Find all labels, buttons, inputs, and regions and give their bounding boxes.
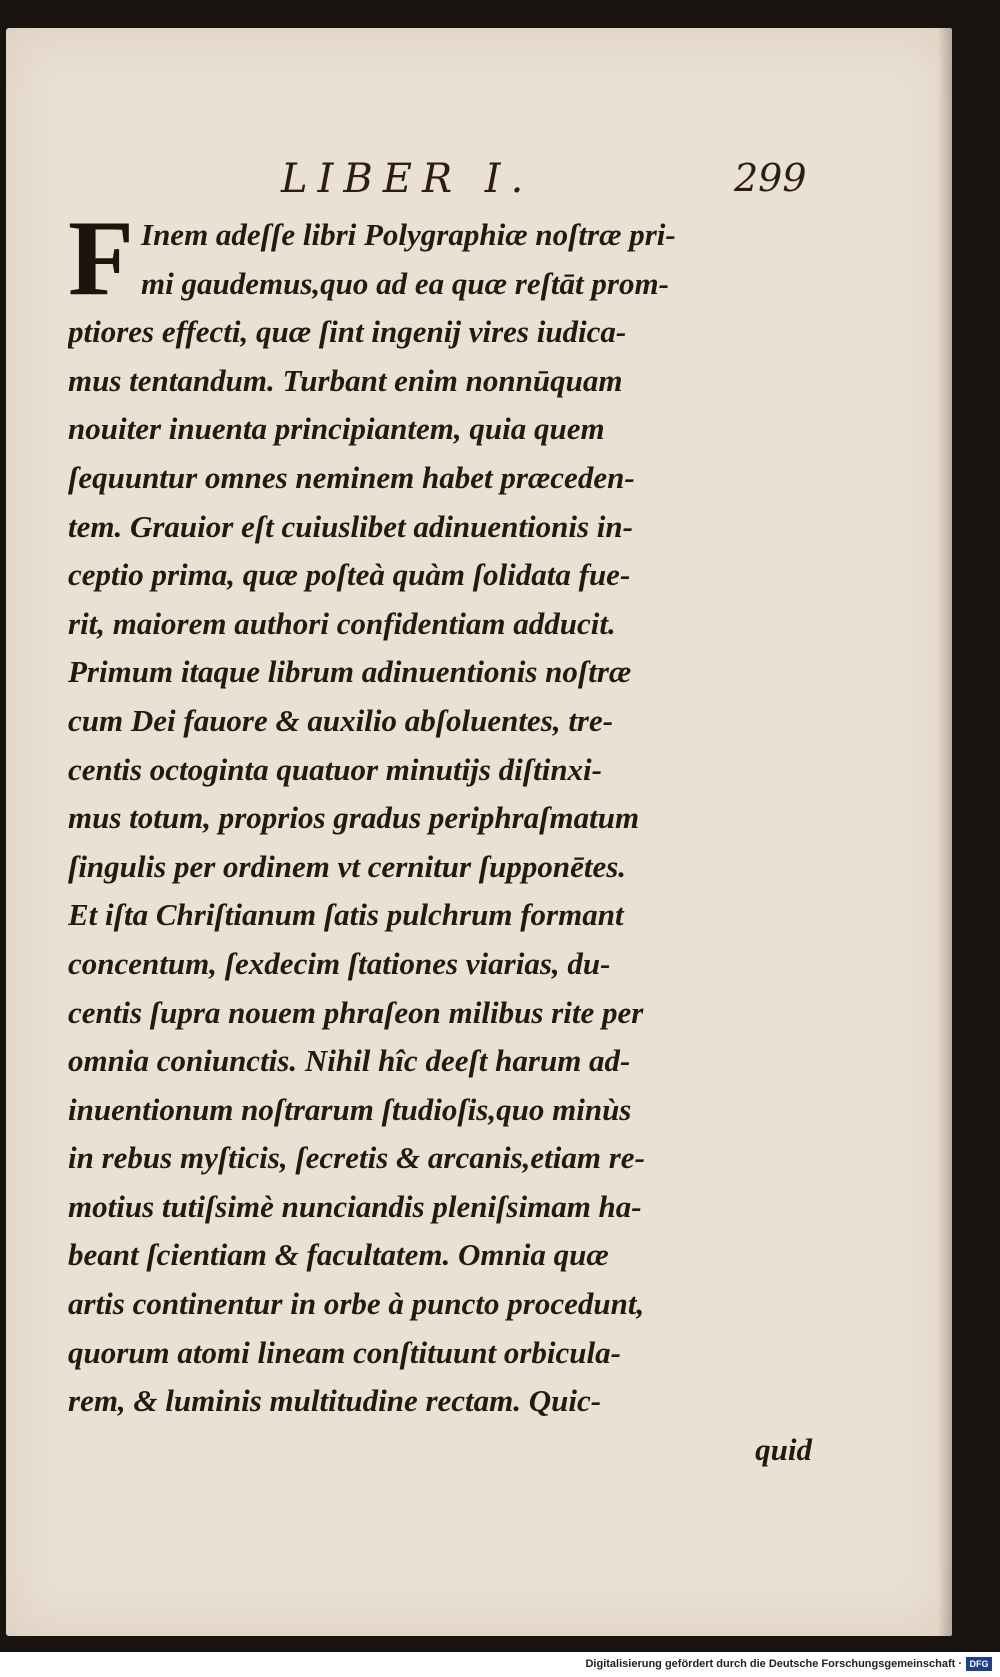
text-line-10: Primum itaque librum adinuentionis noſtræ xyxy=(68,654,632,690)
drop-initial: F xyxy=(68,199,134,318)
text-line-22: beant ſcientiam & facultatem. Omnia quæ xyxy=(68,1237,609,1273)
text-line-5: nouiter inuenta principiantem, quia quem xyxy=(68,411,605,447)
text-line-17: centis ſupra nouem phraſeon milibus rite per xyxy=(68,994,644,1030)
text-line-9: rit, maiorem authori confidentiam adducit. xyxy=(68,605,616,641)
book-page xyxy=(6,28,952,1636)
text-line-16: concentum, ſexdecim ſtationes viarias, du- xyxy=(68,945,611,981)
text-line-14: ſingulis per ordinem vt cernitur ſupponētes. xyxy=(68,848,627,884)
text-line-21: motius tutiſsimè nunciandis pleniſsimam ha- xyxy=(68,1188,642,1224)
catchword: quid xyxy=(755,1431,812,1467)
text-line-6: ſequuntur omnes neminem habet præceden- xyxy=(68,459,635,495)
text-line-15: Et iſta Chriſtianum ſatis pulchrum formant xyxy=(68,897,624,933)
text-line-13: mus totum, proprios gradus periphraſmatum xyxy=(68,800,640,836)
text-line-11: cum Dei fauore & auxilio abſoluentes, tre- xyxy=(68,702,614,738)
text-line-25: rem, & luminis multitudine rectam. Quic- xyxy=(68,1383,602,1419)
text-line-18: omnia coniunctis. Nihil hîc deeſt harum ad- xyxy=(68,1043,631,1079)
text-line-1: Inem adeſſe libri Polygraphiæ noſtræ pri- xyxy=(141,217,676,252)
text-line-2: mi gaudemus,quo ad ea quæ reſtāt prom- xyxy=(141,265,669,301)
text-line-7: tem. Grauior eſt cuiuslibet adinuentionis in- xyxy=(68,508,633,544)
text-line-12: centis octoginta quatuor minutijs diſtinxi- xyxy=(68,751,602,787)
digitization-footer xyxy=(0,1652,1000,1677)
text-line-19: inuentionum noſtrarum ſtudioſis,quo minùs xyxy=(68,1091,632,1127)
page-number: 299 xyxy=(734,156,807,200)
text-line-8: ceptio prima, quæ poſteà quàm ſolidata fue- xyxy=(68,557,631,593)
text-line-24: quorum atomi lineam conſtituunt orbicula- xyxy=(68,1334,621,1370)
running-head: LIBER I. xyxy=(281,156,534,202)
text-line-23: artis continentur in orbe à puncto procedunt, xyxy=(68,1286,645,1322)
dfg-logo-icon: DFG xyxy=(966,1657,992,1671)
text-line-3: ptiores effecti, quæ ſint ingenij vires iudica- xyxy=(68,314,627,350)
text-line-4: mus tentandum. Turbant enim nonnūquam xyxy=(68,362,623,398)
text-line-20: in rebus myſticis, ſecretis & arcanis,etiam re- xyxy=(68,1140,645,1176)
funding-credit: Digitalisierung gefördert durch die Deutsche Forschungsgemeinschaft · xyxy=(585,1658,962,1670)
text-block xyxy=(68,199,816,1474)
